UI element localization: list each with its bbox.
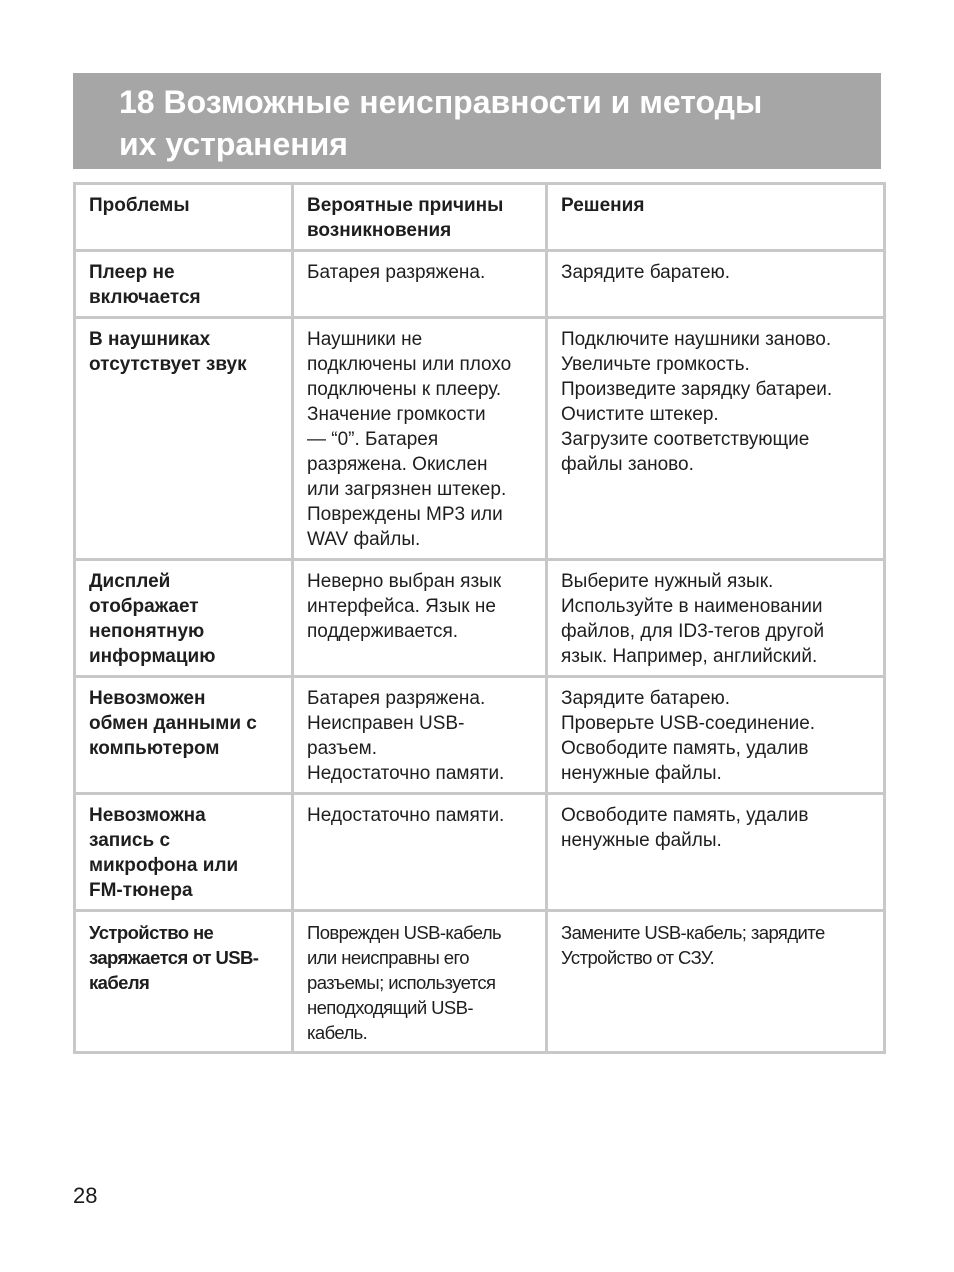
table-row [75, 911, 885, 1053]
problem-cell: В наушниках отсутствует звук [75, 318, 293, 560]
cause-cell: Батарея разряжена. [293, 251, 547, 318]
problem-cell: Устройство не заряжается от USB- кабеля [75, 911, 293, 1053]
problem-cell: Плеер не включается [75, 251, 293, 318]
cause-cell: Недостаточно памяти. [293, 794, 547, 911]
problem-cell: Невозможен обмен данными с компьютером [75, 677, 293, 794]
cause-cell: Поврежден USB-кабель или неисправны его разъемы; используется неподходящий USB- кабель. [293, 911, 547, 1053]
table-row [75, 794, 885, 911]
solution-cell: Зарядите батарею. Проверьте USB-соединение. Освободите память, удалив ненужные файлы. [547, 677, 885, 794]
solution-cell: Зарядите баратею. [547, 251, 885, 318]
section-title: 18 Возможные неисправности и методы их устранения [119, 84, 763, 162]
solution-cell: Выберите нужный язык. Используйте в наименовании файлов, для ID3-тегов другой язык. Например, английский. [547, 560, 885, 677]
solution-cell: Освободите память, удалив ненужные файлы. [547, 794, 885, 911]
cause-cell: Неверно выбран язык интерфейса. Язык не поддерживается. [293, 560, 547, 677]
table-row [75, 251, 885, 318]
header-problems: Проблемы [75, 184, 293, 251]
section-title-banner [73, 73, 881, 169]
solution-cell: Подключите наушники заново. Увеличьте громкость. Произведите зарядку батареи. Очистите штекер. Загрузите соответствующие файлы заново. [547, 318, 885, 560]
solution-cell: Замените USB-кабель; зарядите Устройство от СЗУ. [547, 911, 885, 1053]
table-header-row [75, 184, 885, 251]
table-row [75, 318, 885, 560]
table-row [75, 677, 885, 794]
page-number: 28 [73, 1183, 98, 1208]
cause-cell: Батарея разряжена. Неисправен USB- разъем. Недостаточно памяти. [293, 677, 547, 794]
cause-cell: Наушники не подключены или плохо подключены к плееру. Значение громкости — “0”. Батарея разряжена. Окислен или загрязнен штекер. Повреждены MP3 или WAV файлы. [293, 318, 547, 560]
problem-cell: Дисплей отображает непонятную информацию [75, 560, 293, 677]
problem-cell: Невозможна запись с микрофона или FM-тюнера [75, 794, 293, 911]
troubleshooting-table [73, 182, 886, 1054]
header-solutions: Решения [547, 184, 885, 251]
header-causes: Вероятные причины возникновения [293, 184, 547, 251]
table-row [75, 560, 885, 677]
